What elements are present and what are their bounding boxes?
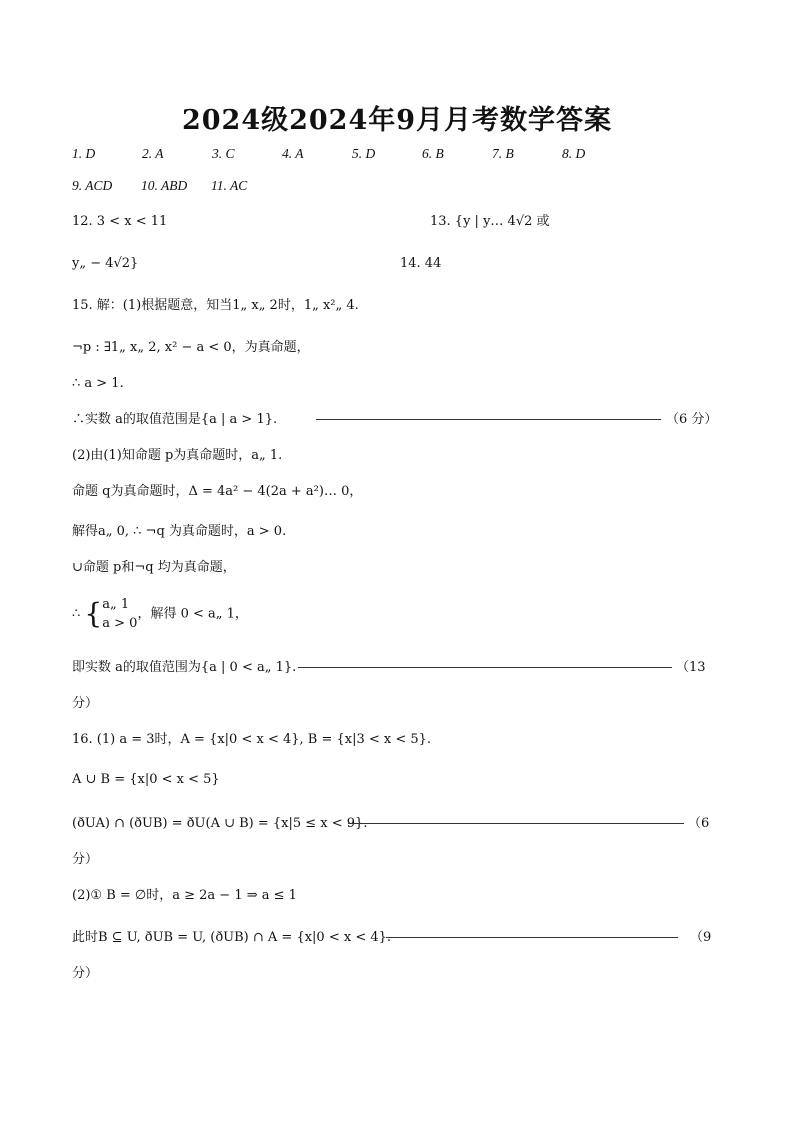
answer-12: 12. 3 < x < 11 xyxy=(72,214,168,229)
answer-item: 8. D xyxy=(562,146,586,161)
score-divider xyxy=(298,667,672,668)
inequality-system xyxy=(102,595,137,633)
system-bottom: a > 0 xyxy=(102,616,138,631)
answer-item: 6. B xyxy=(422,146,444,161)
left-brace-icon: { xyxy=(84,597,103,630)
answer-item: 4. A xyxy=(282,146,304,161)
q15-line-2: ¬p : ∃1„ x„ 2, x² − a < 0，为真命题， xyxy=(72,340,310,355)
answer-item: 2. A xyxy=(142,146,164,161)
q16-line-1: 16. (1) a = 3时，A = {x|0 < x < 4}, B = {x|3 < x < 5}. xyxy=(72,732,432,747)
answer-13-part2: y„ − 4√2} xyxy=(72,256,139,271)
q15-line-5: (2)由(1)知命题 p为真命题时，a„ 1. xyxy=(72,448,283,463)
answer-item: 10. ABD xyxy=(141,178,188,193)
q16-line-5: 此时B ⊆ U, ðUB = U, (ðUB) ∩ A = {x|0 < x < 4}. xyxy=(72,930,392,945)
score-divider xyxy=(316,419,661,420)
score-points: （13 xyxy=(676,660,706,675)
score-divider xyxy=(386,937,678,938)
q16-line-3: (ðUA) ∩ (ðUB) = ðU(A ∪ B) = {x|5 ≤ x < 9}. xyxy=(72,816,368,831)
answer-14: 14. 44 xyxy=(400,256,442,271)
page-title: 2024级2024年9月月考数学答案 xyxy=(181,105,613,136)
q16-line-2: A ∪ B = {x|0 < x < 5} xyxy=(72,772,220,787)
answer-item: 11. AC xyxy=(211,178,248,193)
system-result: ，解得 0 < a„ 1， xyxy=(137,606,248,622)
score-points: （6 分） xyxy=(666,412,718,427)
answers-row-1 xyxy=(72,144,585,164)
score-divider xyxy=(348,823,684,824)
answer-item: 7. B xyxy=(492,146,514,161)
score-points-unit: 分） xyxy=(72,966,99,981)
answer-item: 1. D xyxy=(72,146,96,161)
answer-item: 3. C xyxy=(212,146,235,161)
q16-line-4: (2)① B = ∅时，a ≥ 2a − 1 ⇒ a ≤ 1 xyxy=(72,888,297,903)
q15-line-6: 命题 q为真命题时，Δ = 4a² − 4(2a + a²)… 0， xyxy=(72,484,363,499)
score-points-unit: 分） xyxy=(72,696,99,711)
system-top: a„ 1 xyxy=(102,597,130,612)
answer-13-part1: 13. {y | y… 4√2 或 xyxy=(430,214,550,229)
q15-line-7: 解得a„ 0, ∴ ¬q 为真命题时，a > 0. xyxy=(72,524,287,539)
score-points-unit: 分） xyxy=(72,852,99,867)
q15-line-10: 即实数 a的取值范围为{a | 0 < a„ 1}. xyxy=(72,660,297,675)
q15-line-4: ∴实数 a的取值范围是{a | a > 1}. xyxy=(72,412,278,427)
score-points: （6 xyxy=(688,816,710,831)
answer-item: 5. D xyxy=(352,146,376,161)
answer-item: 9. ACD xyxy=(72,178,113,193)
therefore-symbol: ∴ xyxy=(72,606,81,622)
q15-line-3: ∴ a > 1. xyxy=(72,376,124,391)
q15-line-8: ∪命题 p和¬q 均为真命题， xyxy=(72,560,236,575)
q15-line-9-system xyxy=(72,594,248,635)
q15-line-1: 15. 解：(1)根据题意，知当1„ x„ 2时，1„ x²„ 4. xyxy=(72,298,359,313)
score-points: （9 xyxy=(690,930,712,945)
answers-row-2 xyxy=(72,176,247,196)
